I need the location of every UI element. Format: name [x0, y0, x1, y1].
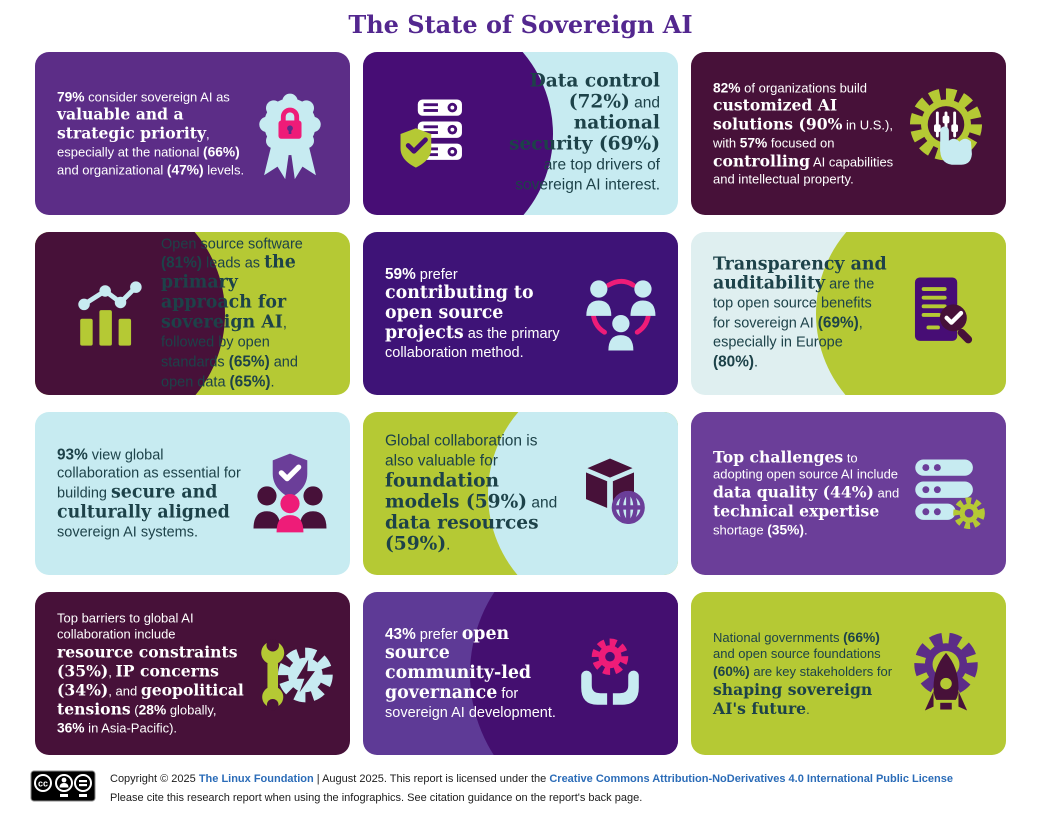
- infographic-grid: [35, 52, 1006, 755]
- footer-text: [110, 770, 953, 807]
- document-audit-icon: [890, 266, 986, 362]
- card-contributing: [363, 232, 678, 395]
- gear-hand-icon: [898, 86, 994, 182]
- award-lock-icon: [242, 86, 338, 182]
- card-statistic-text: Global collaboration is also valuable for foundation models (59%) and data resources (59%).: [385, 432, 558, 555]
- server-shield-icon: [389, 86, 485, 182]
- card-top-challenges: [691, 412, 1006, 575]
- card-statistic-text: 43% prefer open source community-led governance for sovereign AI development.: [385, 623, 556, 721]
- card-open-source-leads: [35, 232, 350, 395]
- citation-line: Please cite this research report when using the infographics. See citation guidance on the report's back page.: [110, 791, 643, 804]
- card-statistic-text: Top challenges to adopting open source AI include data quality (44%) and technical expertise shortage (35%).: [713, 446, 900, 538]
- page-title: The State of Sovereign AI: [348, 10, 693, 39]
- cube-globe-icon: [562, 446, 658, 542]
- footer-static-text: Copyright © 2025: [110, 773, 199, 785]
- hands-gear-icon: [562, 626, 658, 722]
- svg-text:cc: cc: [37, 778, 49, 789]
- people-network-icon: [570, 266, 666, 362]
- rocket-gear-icon: [898, 626, 994, 722]
- card-transparency: [691, 232, 1006, 395]
- card-statistic-text: 79% consider sovereign AI as valuable and a strategic priority, especially at the national (66%) and organizational (47%) levels.: [57, 88, 245, 178]
- card-strategic-priority: [35, 52, 350, 215]
- footer-link[interactable]: The Linux Foundation: [198, 773, 314, 785]
- card-global-collaboration: [35, 412, 350, 575]
- team-shield-icon: [242, 446, 338, 542]
- creative-commons-badge-icon[interactable]: [30, 770, 96, 807]
- wrench-gear-icon: [242, 626, 338, 722]
- footer-static-text: | August 2025. This report is licensed under the: [313, 773, 550, 785]
- footer-link[interactable]: Creative Commons Attribution-NoDerivatives 4.0 International Public License: [549, 773, 953, 785]
- card-statistic-text: Top barriers to global AI collaboration include resource constraints (35%), IP concerns (34%), and geopolitical tensions (28% globally, 36% in Asia-Pacific).: [57, 609, 244, 736]
- card-statistic-text: 59% prefer contributing to open source projects as the primary collaboration method.: [385, 265, 560, 361]
- server-gear-icon: [898, 446, 994, 542]
- card-statistic-text: Transparency and auditability are the top open source benefits for sovereign AI (69%), especially in Europe (80%).: [713, 253, 887, 371]
- card-statistic-text: 82% of organizations build customized AI solutions (90% in U.S.), with 57% focused on controlling AI capabilities and intellectual property.: [713, 79, 894, 187]
- card-foundation-models: [363, 412, 678, 575]
- bar-chart-icon: [61, 266, 157, 362]
- card-top-barriers: [35, 592, 350, 755]
- card-governance: [363, 592, 678, 755]
- card-statistic-text: 93% view global collaboration as essential for building secure and culturally aligned sovereign AI systems.: [57, 445, 241, 541]
- card-statistic-text: Data control (72%) and national security (69%) are top drivers of sovereign AI interest.: [508, 70, 660, 194]
- copyright-line: [110, 770, 953, 789]
- card-customized-solutions: [691, 52, 1006, 215]
- card-top-drivers: [363, 52, 678, 215]
- card-statistic-text: National governments (66%) and open source foundations (60%) are key stakeholders for shaping sovereign AI's future.: [713, 629, 893, 718]
- card-statistic-text: Open source software (81%) leads as the primary approach for sovereign AI, followed by open standards (65%) and open data (65%).: [161, 235, 303, 391]
- footer: [30, 770, 1020, 807]
- card-stakeholders: [691, 592, 1006, 755]
